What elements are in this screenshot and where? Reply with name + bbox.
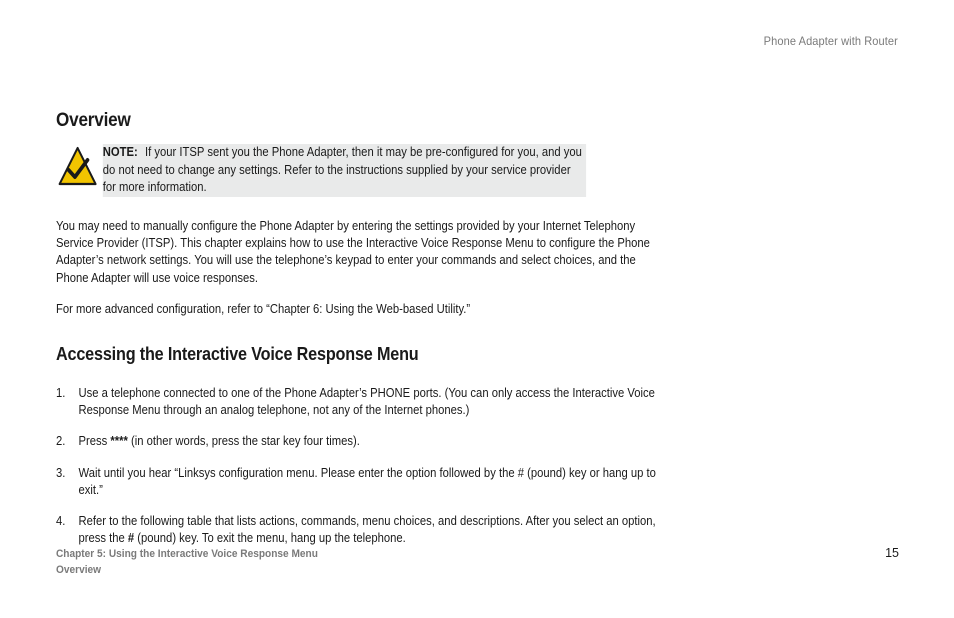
step-item [56, 465, 665, 499]
step-text-bold: **** [110, 434, 128, 449]
step-item [56, 433, 665, 450]
step-item [56, 385, 665, 419]
step-item [56, 513, 665, 547]
footer-section: Overview [56, 564, 102, 576]
step-text-pre: Press [78, 434, 111, 449]
warning-checkmark-icon [58, 146, 98, 186]
note-box [103, 144, 586, 197]
step-text: Use a telephone connected to one of the Phone Adapter’s PHONE ports. (You can only access the Interactive Voice Response Menu through an analog telephone, not any of the Internet phones.) [78, 386, 655, 418]
note-callout [56, 144, 665, 196]
overview-heading: Overview [56, 110, 131, 131]
step-number: 3. [56, 465, 66, 480]
step-text-pre: Refer to the following table that lists actions, commands, menu choices, and descriptions. After you select an option, press the [78, 514, 656, 546]
step-text-post: (in other words, press the star key four times). [127, 434, 360, 449]
overview-paragraph-2: For more advanced configuration, refer to “Chapter 6: Using the Web-based Utility.” [56, 301, 471, 316]
step-number: 4. [56, 514, 66, 529]
step-text-post: (pound) key. To exit the menu, hang up the telephone. [134, 531, 406, 546]
step-number: 1. [56, 386, 66, 401]
main-content [56, 110, 666, 561]
page-number: 15 [885, 546, 899, 560]
step-text: Wait until you hear “Linksys configuration menu. Please enter the option followed by the # (pound) key or hang up to exit.” [78, 465, 656, 497]
page-footer [56, 546, 318, 578]
steps-list [56, 385, 665, 547]
accessing-heading: Accessing the Interactive Voice Response Menu [56, 344, 419, 365]
step-number: 2. [56, 434, 66, 449]
overview-paragraph-1: You may need to manually configure the Phone Adapter by entering the settings provided by your Internet Telephony Service Provider (ITSP). This chapter explains how to use the Interactive Voice Response Menu to configure the Phone Adapter’s network settings. You will use the telephone’s keypad to enter your commands and select choices, and the Phone Adapter will use voice responses. [56, 219, 650, 285]
note-text: If your ITSP sent you the Phone Adapter, then it may be pre-configured for you, and you do not need to change any settings. Refer to the instructions supplied by your service provider for more information. [102, 145, 582, 194]
step-text-bold: # [127, 531, 135, 546]
page-header: Phone Adapter with Router [763, 34, 898, 48]
footer-chapter: Chapter 5: Using the Interactive Voice Response Menu [56, 548, 318, 560]
note-label: NOTE: [102, 145, 138, 159]
content-column [56, 110, 665, 547]
